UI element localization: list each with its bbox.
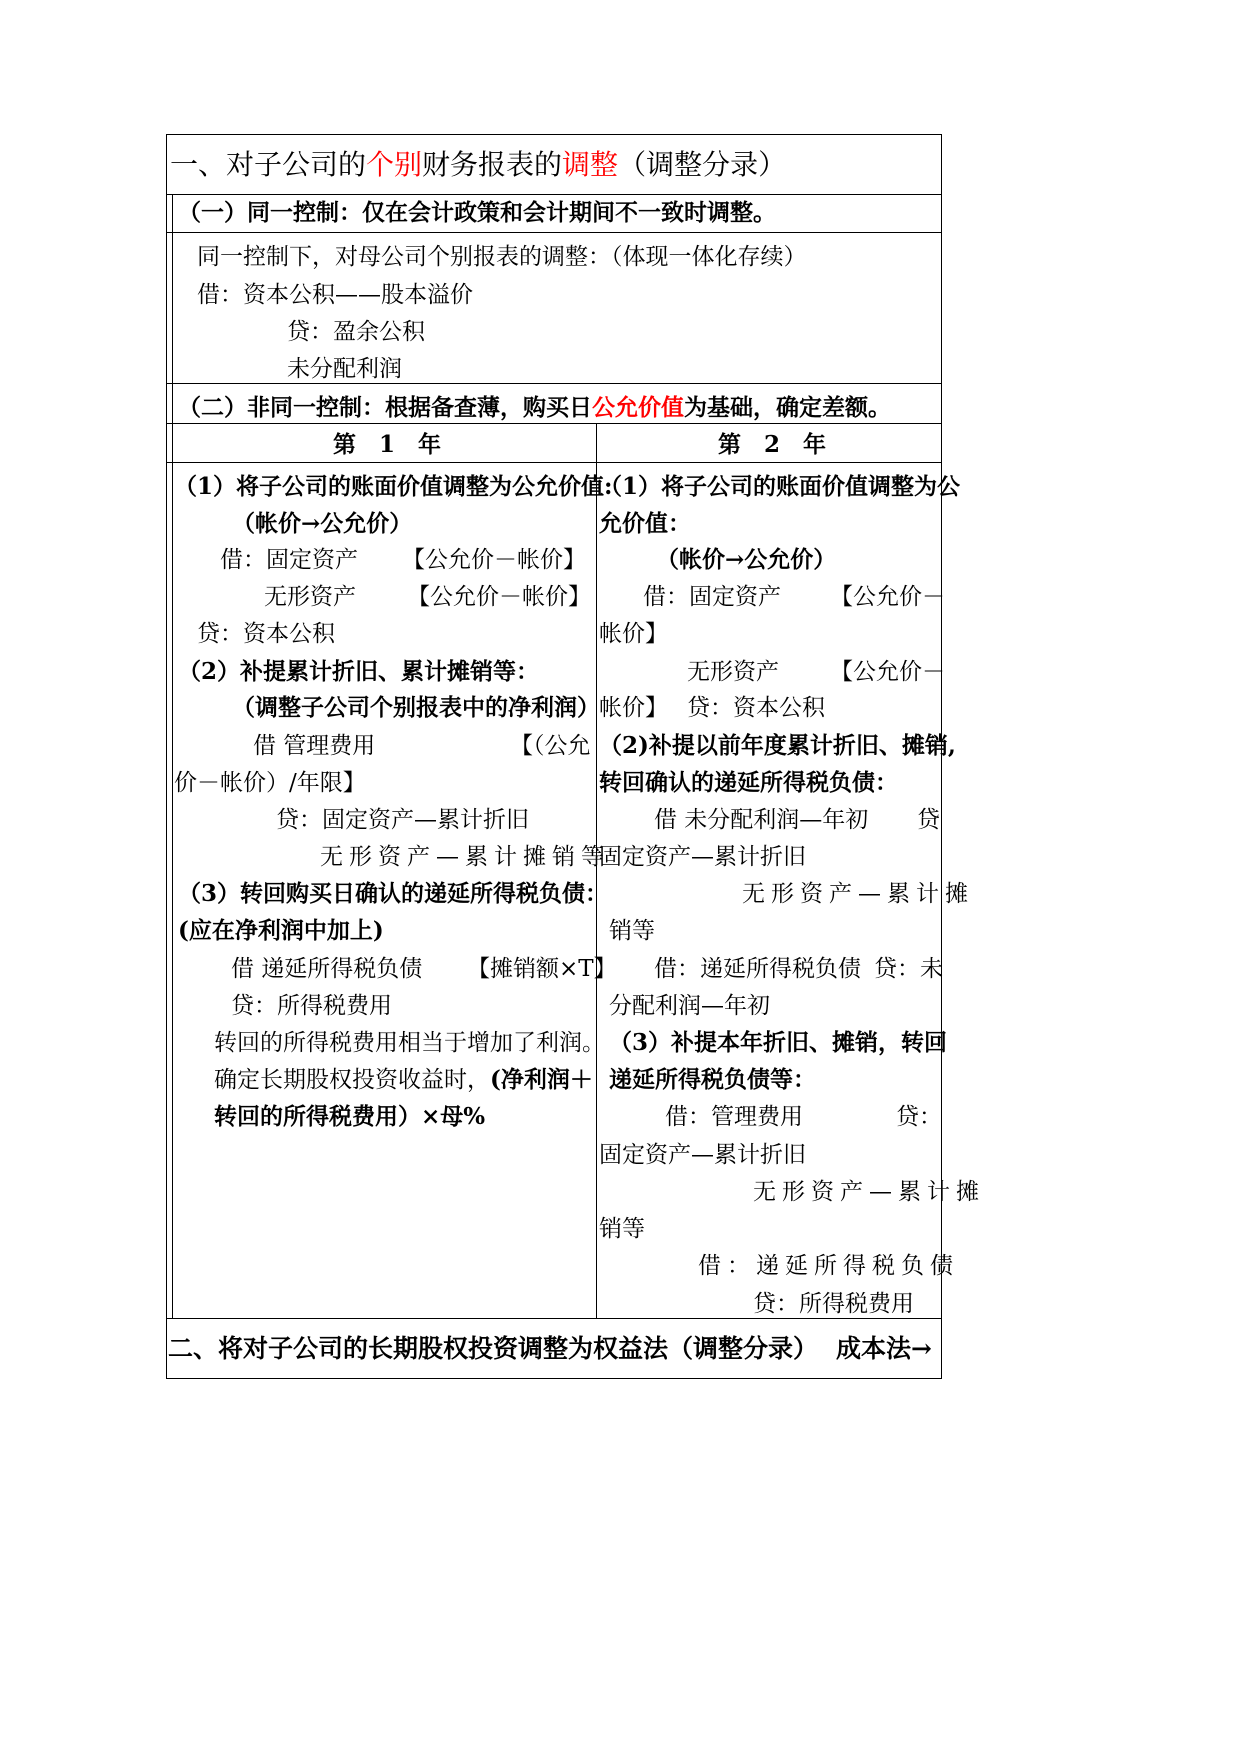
year1-line: 无形资产 xyxy=(264,584,356,610)
year1-line: 【（公允 xyxy=(510,733,591,759)
year1-line: 贷：所得税费用 xyxy=(231,993,392,1019)
year1-line: （3）转回购买日确认的递延所得税负债： xyxy=(178,880,609,907)
same-control-line: 同一控制下，对母公司个别报表的调整：（体现一体化存续） xyxy=(197,244,807,270)
year2-line: 固定资产—累计折旧 xyxy=(599,1142,806,1168)
year2-line: 固定资产—累计折旧 xyxy=(599,844,806,870)
year2-line: 【公允价－ xyxy=(830,659,945,685)
year2-line: 借：递延所得税负债 xyxy=(698,1253,959,1279)
year1-line: 借 递延所得税负债 xyxy=(231,956,423,982)
year1-line: 【公允价－帐价】 xyxy=(402,547,586,573)
year1-line: 确定长期股权投资收益时， xyxy=(214,1067,490,1093)
row-divider xyxy=(166,232,942,233)
same-control-line: 借：资本公积——股本溢价 xyxy=(197,282,473,308)
year1-line: 【摊销额×T】 xyxy=(467,956,617,982)
year2-line: 贷：未 xyxy=(874,956,943,982)
row-divider xyxy=(166,1318,942,1319)
year1-line: 转回的所得税费用）×母% xyxy=(214,1103,486,1130)
year2-line: 无形资产 xyxy=(687,659,779,685)
year1-line: 借：固定资产 xyxy=(220,547,358,573)
year1-line: 转回的所得税费用相当于增加了利润。 xyxy=(214,1030,605,1056)
year1-line: 【公允价－帐价】 xyxy=(407,584,591,610)
year1-line: (净利润＋ xyxy=(490,1066,593,1093)
year2-line: 递延所得税负债等： xyxy=(609,1066,816,1093)
section2-title: 二、将对子公司的长期股权投资调整为权益法（调整分录） xyxy=(168,1334,819,1363)
year2-line: 借：管理费用 xyxy=(665,1104,803,1130)
column-header-year1: 第 1 年 xyxy=(333,431,442,458)
year2-line: 借 未分配利润—年初 xyxy=(654,807,869,833)
year1-line: （帐价→公允价） xyxy=(232,510,413,537)
year2-line: 贷： xyxy=(896,1104,942,1130)
non-same-control-heading: （二）非同一控制：根据备查薄，购买日公允价值为基础，确定差额。 xyxy=(178,394,891,421)
year2-line: 贷 xyxy=(917,807,940,833)
year2-line: 【公允价－ xyxy=(830,584,945,610)
row-divider xyxy=(166,383,942,384)
year1-line: 贷：固定资产—累计折旧 xyxy=(276,807,529,833)
section2-tail: 成本法→ xyxy=(836,1334,932,1363)
year2-line: （1）将子公司的账面价值调整为公 xyxy=(599,473,961,500)
year1-line: （1）将子公司的账面价值调整为公允价值: xyxy=(174,473,613,500)
year2-line: 贷：资本公积 xyxy=(687,695,825,721)
year1-line: 贷：资本公积 xyxy=(197,621,335,647)
year1-line: 无形资产—累计摊销等 xyxy=(320,844,610,870)
year2-line: 销等 xyxy=(609,918,655,944)
same-control-line: 贷：盈余公积 xyxy=(287,319,425,345)
year1-line: （调整子公司个别报表中的净利润） xyxy=(232,694,600,721)
year2-line: 无形资产—累计摊 xyxy=(753,1179,985,1205)
year1-line: (应在净利润中加上) xyxy=(178,917,384,944)
year2-line: 借：递延所得税负债 xyxy=(654,956,861,982)
year2-line: 无形资产—累计摊 xyxy=(742,881,974,907)
row-divider xyxy=(166,194,942,195)
year2-line: 允价值： xyxy=(599,510,691,537)
year2-line: （3）补提本年折旧、摊销，转回 xyxy=(609,1029,948,1056)
year2-line: 贷：所得税费用 xyxy=(753,1291,914,1317)
year1-line: 借 管理费用 xyxy=(253,733,376,759)
year2-line: 分配利润—年初 xyxy=(609,993,770,1019)
section1-title: 一、对子公司的个别财务报表的调整（调整分录） xyxy=(170,148,787,181)
row-divider xyxy=(166,423,942,424)
year1-line: 价－帐价）/年限】 xyxy=(174,770,366,796)
year2-line: （帐价→公允价） xyxy=(656,546,837,573)
year2-line: （2)补提以前年度累计折旧、摊销, xyxy=(599,732,956,759)
column-header-year2: 第 2 年 xyxy=(718,431,827,458)
same-control-heading: （一）同一控制：仅在会计政策和会计期间不一致时调整。 xyxy=(178,199,776,226)
row-divider xyxy=(166,462,942,463)
year2-line: 帐价】 xyxy=(599,621,668,647)
year2-line: 帐价】 xyxy=(599,695,668,721)
same-control-line: 未分配利润 xyxy=(287,356,402,382)
year2-line: 转回确认的递延所得税负债： xyxy=(599,769,898,796)
year2-line: 销等 xyxy=(599,1216,645,1242)
year1-line: （2）补提累计折旧、累计摊销等： xyxy=(178,658,540,685)
year2-line: 借：固定资产 xyxy=(643,584,781,610)
left-double-rule xyxy=(172,194,173,1318)
